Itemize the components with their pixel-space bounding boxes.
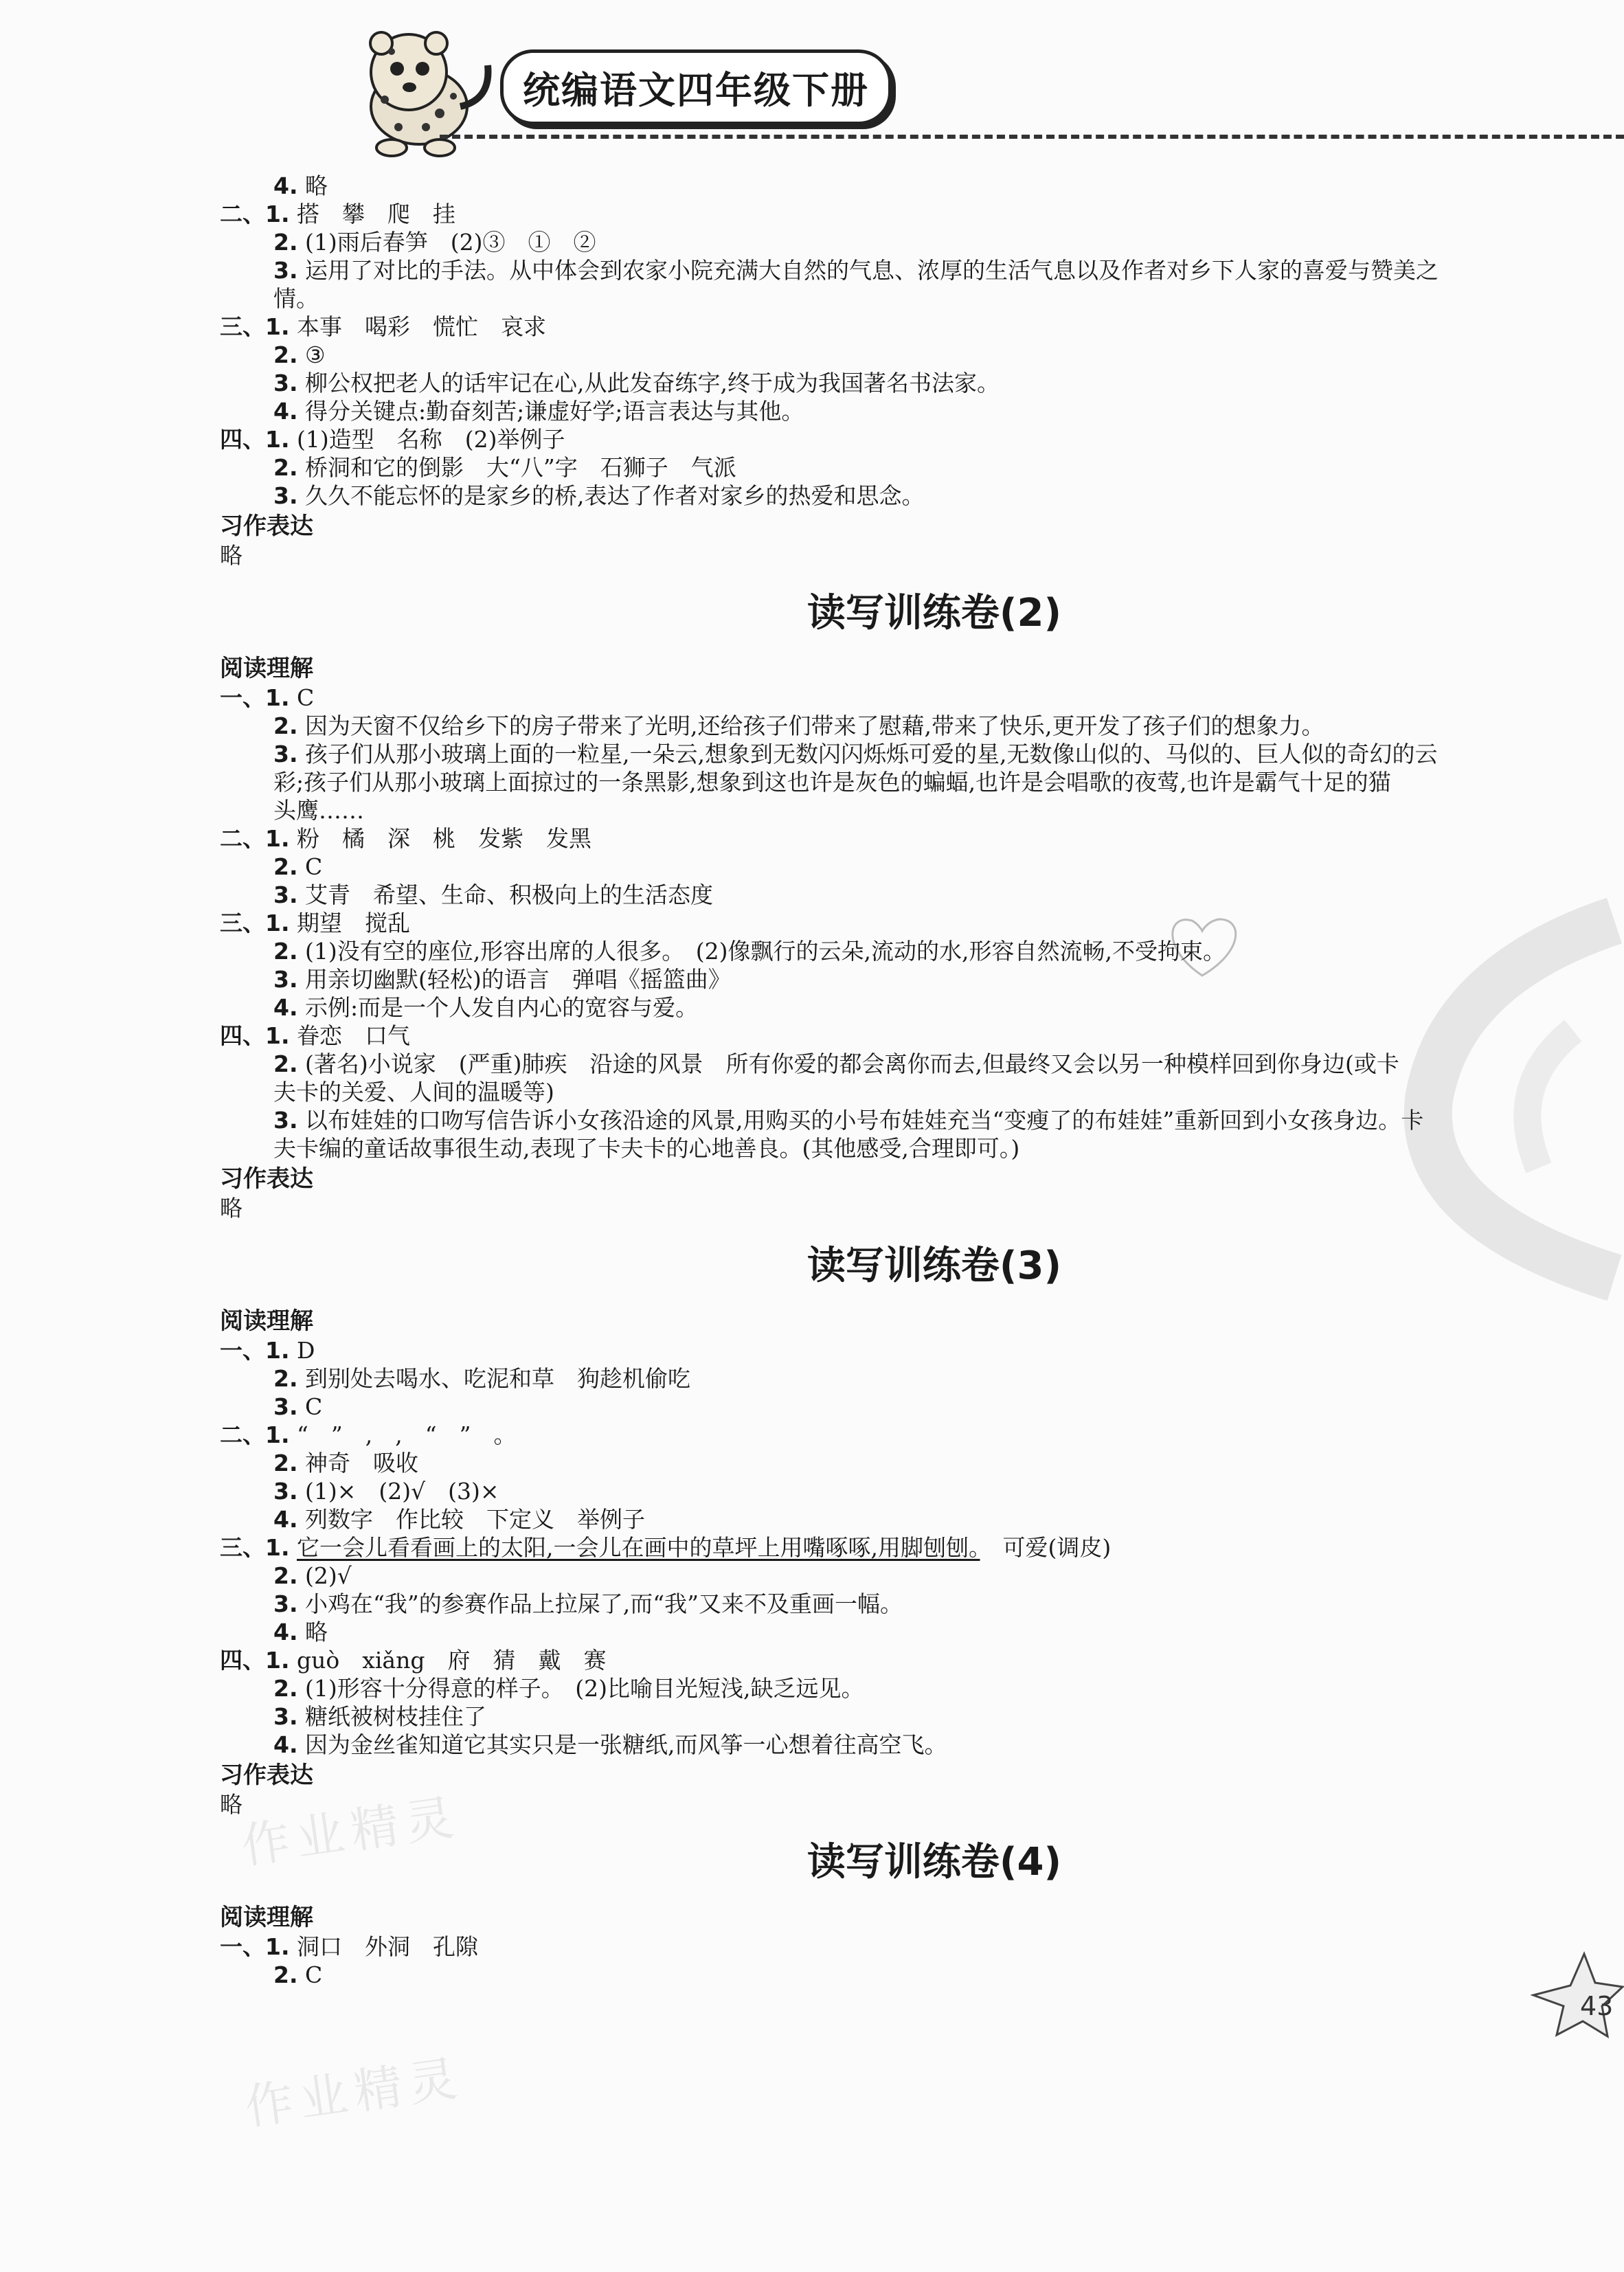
answer-line [220, 228, 1525, 256]
section-heading-yuedu: 阅读理解 [220, 655, 313, 682]
answer-text: (1)× (2)√ (3)× [297, 1478, 499, 1505]
answer-text: 略 [297, 1619, 328, 1645]
answer-line [220, 1618, 1525, 1646]
answer-text: 柳公权把老人的话牢记在心,从此发奋练字,终于成为我国著名书法家。 [297, 370, 1000, 396]
section-marker: 四、 [220, 426, 265, 453]
answer-line [220, 1674, 1525, 1702]
answer-text: 示例:而是一个人发自内心的宽容与爱。 [297, 994, 699, 1021]
watermark-2: 作业精灵 [241, 2049, 467, 2136]
answer-line [220, 1393, 1525, 1421]
xizuo-answer: 略 [220, 542, 243, 569]
answer-text: (1)没有空的座位,形容出席的人很多。 (2)像飘行的云朵,流动的水,形容自然流畅,不受拘束。 [297, 938, 1226, 965]
answer-text: 运用了对比的手法。从中体会到农家小院充满大自然的气息、浓厚的生活气息以及作者对乡下人家的喜爱与赞美之 [297, 257, 1439, 284]
answer-line [220, 937, 1525, 965]
answer-line [220, 1050, 1525, 1078]
question-number: 1. [265, 313, 290, 340]
question-number: 1. [265, 684, 290, 711]
answer-line [220, 1505, 1525, 1533]
section-marker: 二、 [220, 201, 265, 227]
question-number: 1. [265, 426, 290, 453]
answer-line [220, 313, 1525, 341]
question-number: 2. [273, 938, 298, 965]
answer-line [220, 824, 1525, 853]
section-heading-yuedu: 阅读理解 [220, 1904, 313, 1931]
answer-text: 糖纸被树枝挂住了 [297, 1703, 486, 1730]
answer-text: (2)√ [297, 1562, 352, 1589]
answer-line [220, 200, 1525, 228]
question-number: 3. [273, 1393, 298, 1420]
answer-line [220, 1533, 1525, 1562]
answer-text: D [289, 1337, 315, 1364]
watermark-1: 作业精灵 [238, 1788, 464, 1875]
answer-line [220, 853, 1525, 881]
answer-text: “ ” , , “ ” 。 [289, 1421, 517, 1448]
answer-line [220, 397, 1525, 425]
answer-line [220, 256, 1525, 284]
leopard-mascot-icon [343, 24, 501, 161]
header-title: 统编语文四年级下册 [523, 69, 869, 112]
question-number: 2. [273, 1562, 298, 1589]
section-heading-xizuo: 习作表达 [220, 1165, 313, 1193]
answer-line [220, 453, 1525, 482]
answer-line [220, 768, 1525, 796]
answer-text: (1)形容十分得意的样子。 (2)比喻目光短浅,缺乏远见。 [297, 1675, 864, 1702]
underlined-answer: 它一会儿看看画上的太阳,一会儿在画中的草坪上用嘴啄啄,用脚刨刨。 [297, 1534, 980, 1561]
answer-text: 到别处去喝水、吃泥和草 狗趁机偷吃 [297, 1365, 690, 1392]
question-number: 2. [273, 1450, 298, 1476]
section-marker: 三、 [220, 1534, 265, 1561]
answer-line [220, 1646, 1525, 1674]
answer-text: 本事 喝彩 慌忙 哀求 [289, 313, 546, 340]
question-number: 1. [265, 1647, 290, 1674]
worksheet-title-4: 读写训练卷(4) [807, 1840, 1062, 1885]
answer-text: 夫卡编的童话故事很生动,表现了卡夫卡的心地善良。(其他感受,合理即可。) [273, 1135, 1020, 1162]
question-number: 2. [273, 1961, 298, 1988]
question-number: 2. [273, 853, 298, 880]
answer-line [220, 1702, 1525, 1731]
answer-line [220, 796, 1525, 824]
question-number: 4. [273, 172, 298, 199]
answer-line [220, 1477, 1525, 1505]
answer-line [220, 1364, 1525, 1393]
question-number: 1. [265, 825, 290, 852]
answer-text: 可爱(调皮) [980, 1534, 1112, 1561]
answer-text: ③ [297, 341, 326, 368]
answer-text: 搭 攀 爬 挂 [289, 201, 455, 227]
section-heading-xizuo: 习作表达 [220, 1762, 313, 1789]
question-number: 1. [265, 201, 290, 227]
answer-text: 彩;孩子们从那小玻璃上面掠过的一条黑影,想象到这也许是灰色的蝙蝠,也许是会唱歌的夜莺,也许是霸气十足的猫 [273, 769, 1391, 796]
question-number: 1. [265, 1933, 290, 1960]
question-number: 2. [273, 229, 298, 256]
answer-line [220, 482, 1525, 510]
question-number: 2. [273, 1365, 298, 1392]
section-marker: 三、 [220, 910, 265, 936]
answer-text: 孩子们从那小玻璃上面的一粒星,一朵云,想象到无数闪闪烁烁可爱的星,无数像山似的、马似的、巨人似的奇幻的云 [297, 741, 1438, 767]
answer-line [220, 425, 1525, 453]
question-number: 2. [273, 341, 298, 368]
answer-line [220, 1134, 1525, 1162]
answer-line [220, 1336, 1525, 1364]
answer-line [220, 1961, 1525, 1989]
answer-text: 列数字 作比较 下定义 举例子 [297, 1506, 645, 1533]
answer-text: 洞口 外洞 孔隙 [289, 1933, 478, 1960]
question-number: 3. [273, 1703, 298, 1730]
question-number: 3. [273, 1478, 298, 1505]
question-number: 1. [265, 1022, 290, 1049]
answer-line [220, 284, 1525, 313]
question-number: 2. [273, 1675, 298, 1702]
question-number: 3. [273, 370, 298, 396]
answer-line [220, 965, 1525, 993]
question-number: 4. [273, 1506, 298, 1533]
answer-line [220, 172, 1525, 200]
header-dashed-line [440, 135, 1624, 139]
section-heading-xizuo: 习作表达 [220, 513, 313, 540]
worksheet-title-2: 读写训练卷(2) [807, 591, 1062, 636]
answer-text: C [297, 1961, 323, 1988]
answer-text: 期望 搅乱 [289, 910, 410, 936]
answer-line [220, 1562, 1525, 1590]
question-number: 4. [273, 1619, 298, 1645]
question-number: 2. [273, 454, 298, 481]
question-number: 3. [273, 257, 298, 284]
section-marker: 二、 [220, 825, 265, 852]
section-marker: 四、 [220, 1022, 265, 1049]
section-marker: 四、 [220, 1647, 265, 1674]
answer-text: C [297, 853, 323, 880]
question-number: 1. [265, 1421, 290, 1448]
answer-line [220, 909, 1525, 937]
answer-line [220, 1449, 1525, 1477]
question-number: 4. [273, 398, 298, 425]
question-number: 2. [273, 1050, 298, 1077]
question-number: 3. [273, 1107, 298, 1134]
answer-line [220, 341, 1525, 369]
answer-text: 小鸡在“我”的参赛作品上拉屎了,而“我”又来不及重画一幅。 [297, 1590, 903, 1617]
question-number: 4. [273, 994, 298, 1021]
answer-line [220, 684, 1525, 712]
answer-text: (1)造型 名称 (2)举例子 [289, 426, 565, 453]
answer-text: 因为金丝雀知道它其实只是一张糖纸,而风筝一心想着往高空飞。 [297, 1731, 947, 1758]
answer-text: (著名)小说家 (严重)肺疾 沿途的风景 所有你爱的都会离你而去,但最终又会以另一种模样回到你身边(或卡 [297, 1050, 1399, 1077]
answer-text: 久久不能忘怀的是家乡的桥,表达了作者对家乡的热爱和思念。 [297, 482, 925, 509]
xizuo-answer: 略 [220, 1195, 243, 1222]
answer-text: 情。 [273, 285, 319, 312]
answer-line [220, 712, 1525, 740]
question-number: 1. [265, 1534, 290, 1561]
question-number: 3. [273, 966, 298, 993]
section-marker: 一、 [220, 684, 265, 711]
answer-text: 粉 橘 深 桃 发紫 发黑 [289, 825, 591, 852]
answer-text: 以布娃娃的口吻写信告诉小女孩沿途的风景,用购买的小号布娃娃充当“变瘦了的布娃娃”重新回到小女孩身边。卡 [297, 1107, 1424, 1134]
answer-text: 得分关键点:勤奋刻苦;谦虚好学;语言表达与其他。 [297, 398, 804, 425]
question-number: 1. [265, 910, 290, 936]
answer-line [220, 1022, 1525, 1050]
answer-text: 因为天窗不仅给乡下的房子带来了光明,还给孩子们带来了慰藉,带来了快乐,更开发了孩子们的想象力。 [297, 712, 1324, 739]
xizuo-answer: 略 [220, 1791, 243, 1818]
answer-text: C [297, 1393, 323, 1420]
answer-text: guò xiǎng 府 猜 戴 赛 [289, 1647, 607, 1674]
question-number: 2. [273, 712, 298, 739]
answer-line [220, 740, 1525, 768]
page-number: 43 [1580, 1991, 1614, 2021]
answer-text: 眷恋 口气 [289, 1022, 410, 1049]
answer-text: 夫卡的关爱、人间的温暖等) [273, 1079, 554, 1105]
answer-line [220, 1106, 1525, 1134]
answer-content [220, 172, 1525, 1989]
question-number: 4. [273, 1731, 298, 1758]
answer-line [220, 369, 1525, 397]
answer-line [220, 1078, 1525, 1106]
worksheet-title-3: 读写训练卷(3) [807, 1244, 1062, 1288]
answer-text: 用亲切幽默(轻松)的语言 弹唱《摇篮曲》 [297, 966, 731, 993]
question-number: 3. [273, 881, 298, 908]
answer-line [220, 1590, 1525, 1618]
answer-text: 艾青 希望、生命、积极向上的生活态度 [297, 881, 713, 908]
section-heading-yuedu: 阅读理解 [220, 1307, 313, 1335]
answer-line [220, 1731, 1525, 1759]
answer-text: 神奇 吸收 [297, 1450, 418, 1476]
section-marker: 二、 [220, 1421, 265, 1448]
section-marker: 三、 [220, 313, 265, 340]
section-marker: 一、 [220, 1337, 265, 1364]
question-number: 3. [273, 741, 298, 767]
answer-text: (1)雨后春笋 (2)③ ① ② [297, 229, 596, 256]
question-number: 3. [273, 482, 298, 509]
answer-line [220, 993, 1525, 1022]
answer-line [220, 1933, 1525, 1961]
question-number: 1. [265, 1337, 290, 1364]
answer-text: 略 [297, 172, 328, 199]
answer-line [220, 1421, 1525, 1449]
answer-text: 桥洞和它的倒影 大“八”字 石狮子 气派 [297, 454, 736, 481]
header-banner [500, 49, 892, 125]
answer-text: C [289, 684, 315, 711]
question-number: 3. [273, 1590, 298, 1617]
section-marker: 一、 [220, 1933, 265, 1960]
answer-text: 头鹰…… [273, 797, 364, 824]
answer-line [220, 881, 1525, 909]
